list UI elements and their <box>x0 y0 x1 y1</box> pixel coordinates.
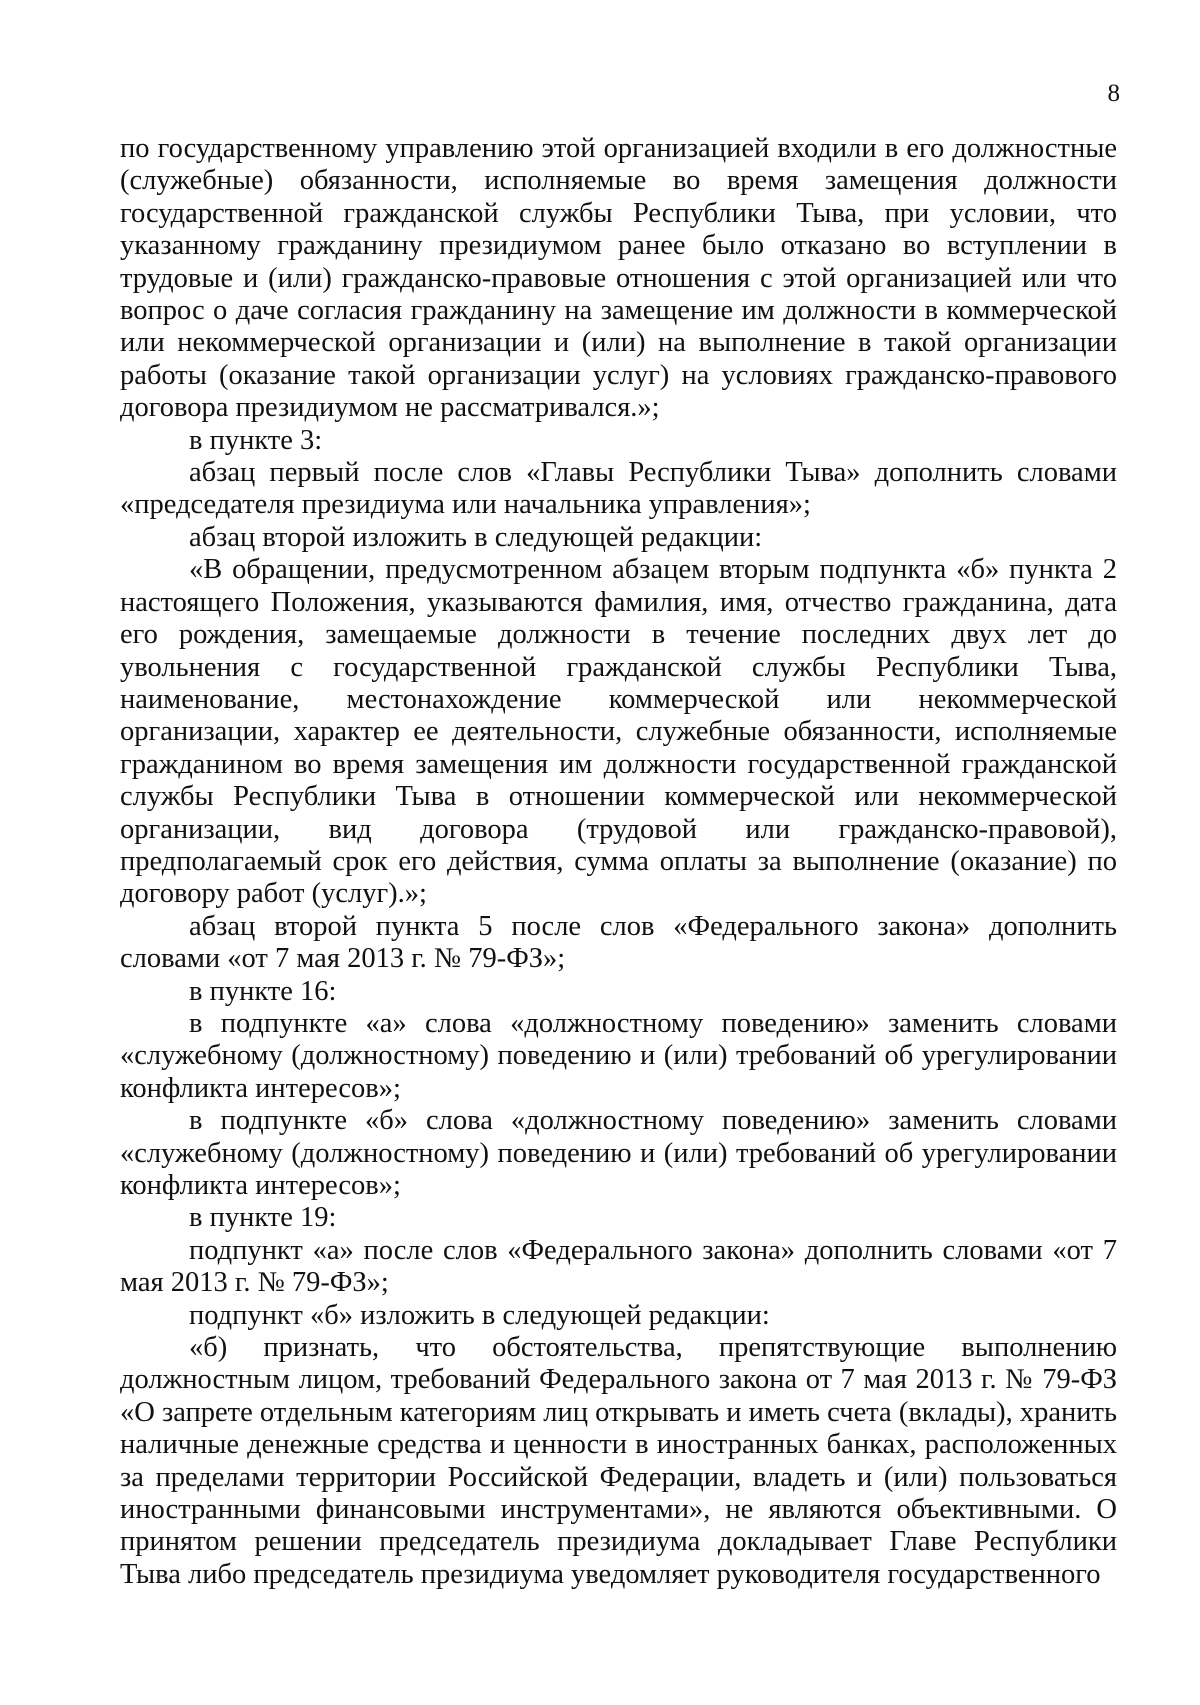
paragraph-10: подпункт «а» после слов «Федерального закона» дополнить словами «от 7 мая 2013 г. № 79-ФЗ»; <box>120 1234 1117 1299</box>
page-number: 8 <box>1107 80 1120 107</box>
paragraph-5: абзац второй пункта 5 после слов «Федерального закона» дополнить словами «от 7 мая 2013 г. № 79-ФЗ»; <box>120 910 1117 975</box>
paragraph-9: в пункте 19: <box>189 1202 337 1234</box>
paragraph-0: по государственному управлению этой организацией входили в его должностные (служебные) обязанности, исполняемые во время замещения должности государственной гражданской службы Республики Тыва, при условии, что указанному гражданину президиумом ранее было отказано во вступлении в трудовые и (или) гражданско-правовые отношения с этой организацией или что вопрос о даче согласия гражданину на замещение им должности в коммерческой или некоммерческой организации и (или) на выполнение в такой организации работы (оказание такой организации услуг) на условиях гражданско-правового договора президиумом не рассматривался.»; <box>120 133 1117 424</box>
paragraph-3: абзац второй изложить в следующей редакции: <box>189 521 763 553</box>
document-body <box>120 133 1117 1591</box>
paragraph-6: в пункте 16: <box>189 975 337 1007</box>
paragraph-12: «б) признать, что обстоятельства, препятствующие выполнению должностным лицом, требований Федерального закона от 7 мая 2013 г. № 79-ФЗ «О запрете отдельным категориям лиц открывать и иметь счета (вклады), хранить наличные денежные средства и ценности в иностранных банках, расположенных за пределами территории Российской Федерации, владеть и (или) пользоваться иностранными финансовыми инструментами», не являются объективными. О принятом решении председатель президиума докладывает Главе Республики Тыва либо председатель президиума уведомляет руководителя государственного <box>120 1332 1117 1590</box>
paragraph-7: в подпункте «а» слова «должностному поведению» заменить словами «служебному (должностному) поведению и (или) требований об урегулировании конфликта интересов»; <box>120 1007 1117 1104</box>
paragraph-4: «В обращении, предусмотренном абзацем вторым подпункта «б» пункта 2 настоящего Положения, указываются фамилия, имя, отчество гражданина, дата его рождения, замещаемые должности в течение последних двух лет до увольнения с государственной гражданской службы Республики Тыва, наименование, местонахождение коммерческой или некоммерческой организации, характер ее деятельности, служебные обязанности, исполняемые гражданином во время замещения им должности государственной гражданской службы Республики Тыва в отношении коммерческой или некоммерческой организации, вид договора (трудовой или гражданско-правовой), предполагаемый срок его действия, сумма оплаты за выполнение (оказание) по договору работ (услуг).»; <box>120 554 1117 910</box>
paragraph-11: подпункт «б» изложить в следующей редакции: <box>189 1299 770 1331</box>
paragraph-8: в подпункте «б» слова «должностному поведению» заменить словами «служебному (должностному) поведению и (или) требований об урегулировании конфликта интересов»; <box>120 1105 1117 1201</box>
paragraph-1: в пункте 3: <box>189 424 323 456</box>
paragraph-2: абзац первый после слов «Главы Республики Тыва» дополнить словами «председателя президиума или начальника управления»; <box>120 457 1117 521</box>
